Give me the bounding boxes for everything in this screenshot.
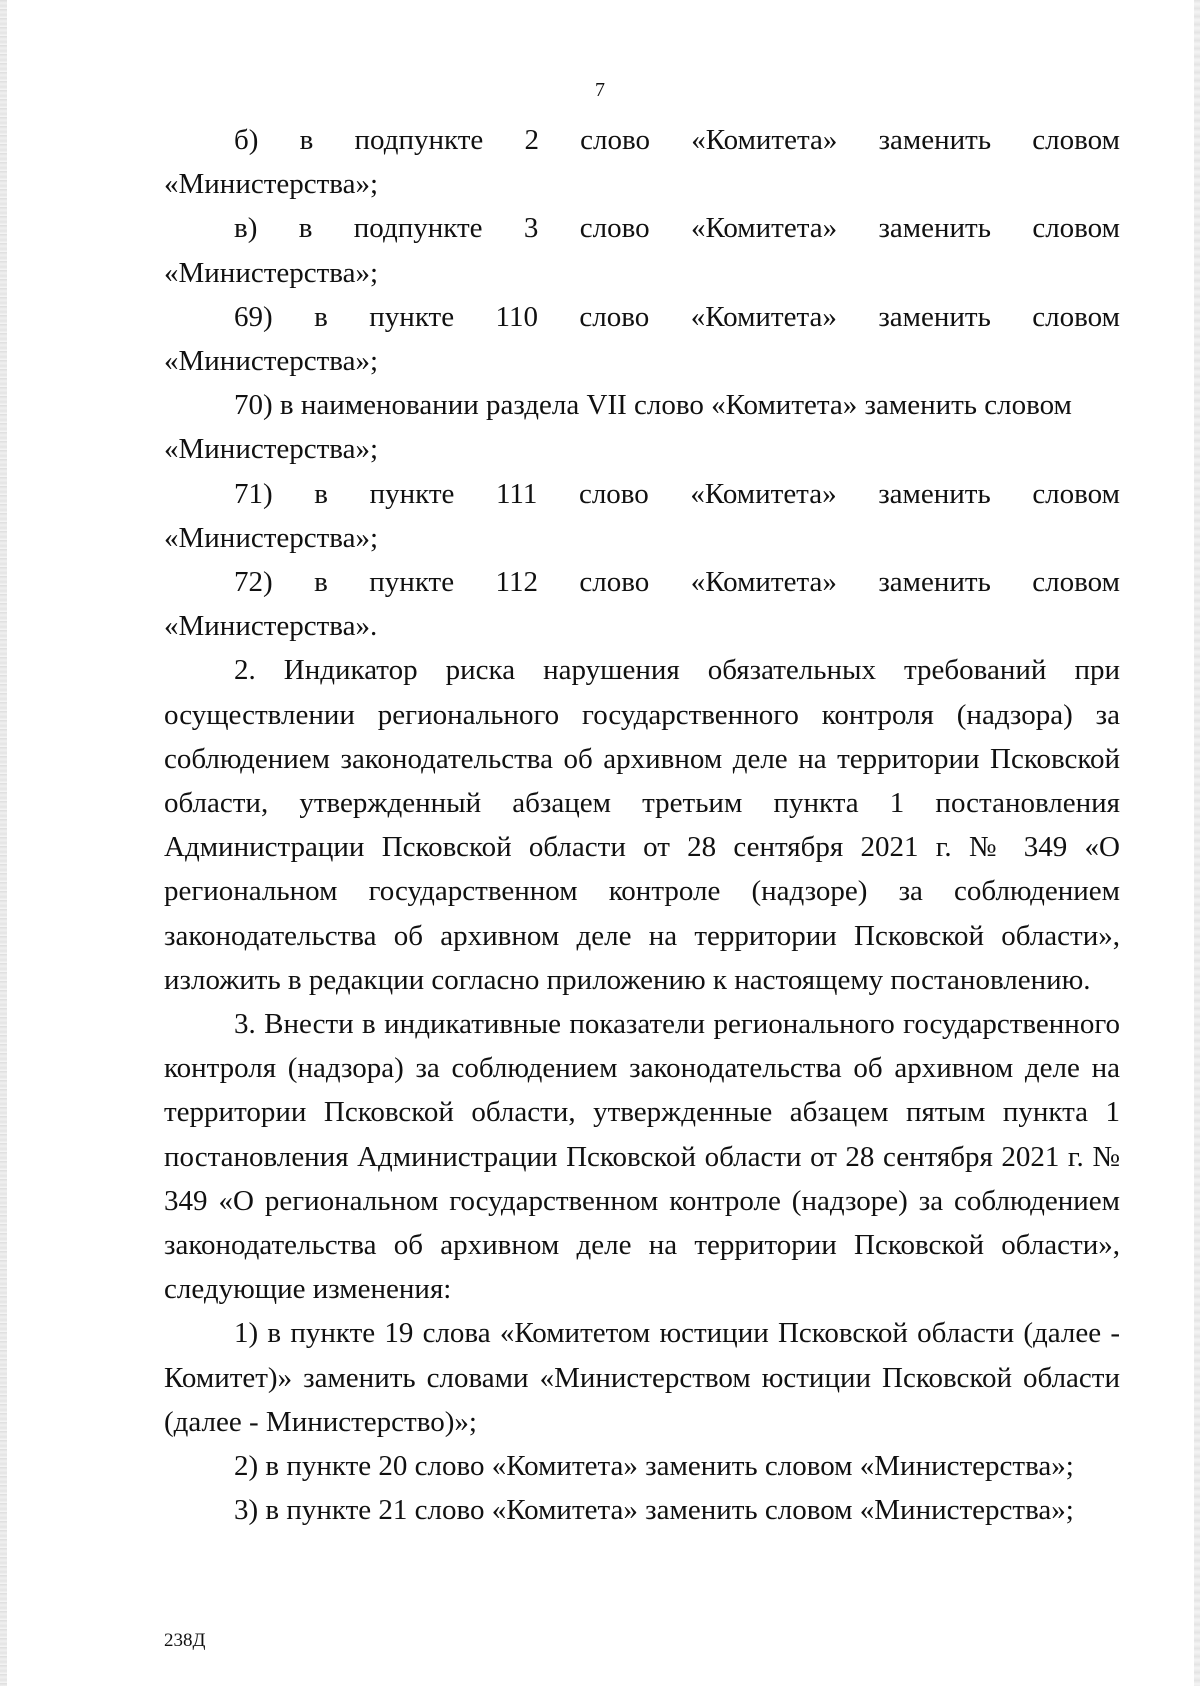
item-word: в — [314, 477, 328, 510]
item-line — [164, 383, 1120, 427]
item-word: подпункте — [353, 212, 483, 245]
item-word: пункте — [369, 477, 455, 510]
amendment-paragraphs — [164, 648, 1120, 1444]
tail-line: 2) в пункте 20 слово «Комитета» заменить словом «Министерства»; — [234, 1450, 1074, 1483]
item-word: б) — [234, 124, 259, 156]
item-word: в — [298, 212, 313, 245]
page-number: 7 — [595, 79, 605, 101]
item-word: 2 — [524, 124, 539, 156]
item-word: в) — [234, 212, 258, 245]
item-word: «Комитета» — [690, 300, 837, 333]
scan-edge-right — [1194, 0, 1200, 1686]
scan-edge-left — [0, 0, 7, 1686]
item-word: словом — [1032, 124, 1120, 156]
item-word: пункте — [369, 566, 455, 599]
item-word: в — [299, 124, 314, 156]
item-word: 3 — [523, 212, 539, 245]
item-word: 110 — [495, 300, 538, 333]
amendment-items — [164, 118, 1120, 648]
amendment-tail-lines — [164, 1444, 1120, 1532]
item-word: заменить — [878, 300, 991, 333]
item-continuation: «Министерства»; — [164, 168, 379, 201]
item-word: слово — [579, 566, 650, 599]
item-continuation: «Министерства». — [164, 610, 378, 643]
paragraph: 2. Индикатор риска нарушения обязательных требований при осуществлении регионального государственного контроля (надзора) за соблюдением законодательства об архивном деле на территории Псковской области, утвержденный абзацем третьим пункта 1 постановления Администрации Псковской области от 28 сентября 2021 г. № 349 «О региональном государственном контроле (надзоре) за соблюдением законодательства об архивном деле на территории Псковской области», изложить в редакции согласно приложению к настоящему постановлению. — [164, 654, 1120, 996]
paragraph: 1) в пункте 19 слова «Комитетом юстиции Псковской области (далее - Комитет)» заменить словами «Министерством юстиции Псковской области (далее - Министерство)»; — [164, 1317, 1120, 1438]
item-word: «Комитета» — [690, 566, 837, 599]
item-word: 72) — [234, 566, 273, 599]
item-line — [164, 295, 1120, 339]
item-word: заменить — [878, 566, 991, 599]
item-word: словом — [1032, 212, 1120, 245]
item-word: 69) — [234, 300, 273, 333]
item-word: пункте — [369, 300, 455, 333]
item-word: подпункте — [354, 124, 484, 156]
item-word: «Комитета» — [690, 212, 838, 245]
item-line — [164, 560, 1120, 604]
item-line — [164, 472, 1120, 516]
item-line — [164, 206, 1120, 250]
item-word: 111 — [496, 477, 538, 510]
item-word: слово — [578, 477, 649, 510]
item-word: словом — [1032, 300, 1120, 333]
item-word: в — [314, 566, 328, 599]
item-continuation: «Министерства»; — [164, 345, 379, 378]
item-word: 70) в наименовании раздела VII слово «Комитета» заменить словом — [234, 389, 1072, 422]
item-word: «Комитета» — [690, 477, 837, 510]
paragraph: 3. Внести в индикативные показатели регионального государственного контроля (надзора) за соблюдением законодательства об архивном деле на территории Псковской области, утвержденные абзацем пятым пункта 1 постановления Администрации Псковской области от 28 сентября 2021 г. № 349 «О региональном государственном контроле (надзоре) за соблюдением законодательства об архивном деле на территории Псковской области», следующие изменения: — [164, 1008, 1120, 1306]
item-word: слово — [579, 212, 650, 245]
item-word: словом — [1032, 477, 1120, 510]
item-continuation: «Министерства»; — [164, 521, 379, 554]
item-continuation: «Министерства»; — [164, 433, 379, 466]
item-word: заменить — [878, 477, 991, 510]
item-word: 112 — [495, 566, 538, 599]
item-line — [164, 118, 1120, 162]
item-word: заменить — [878, 212, 991, 245]
document-body — [164, 118, 1120, 1533]
item-continuation: «Министерства»; — [164, 256, 379, 289]
document-code: 238Д — [164, 1630, 206, 1651]
item-word: заменить — [878, 124, 992, 156]
item-word: слово — [579, 300, 650, 333]
tail-line: 3) в пункте 21 слово «Комитета» заменить словом «Министерства»; — [234, 1494, 1074, 1527]
item-word: словом — [1032, 566, 1120, 599]
item-word: 71) — [234, 477, 273, 510]
item-word: «Комитета» — [691, 124, 838, 156]
item-word: слово — [580, 124, 651, 156]
item-word: в — [314, 300, 328, 333]
